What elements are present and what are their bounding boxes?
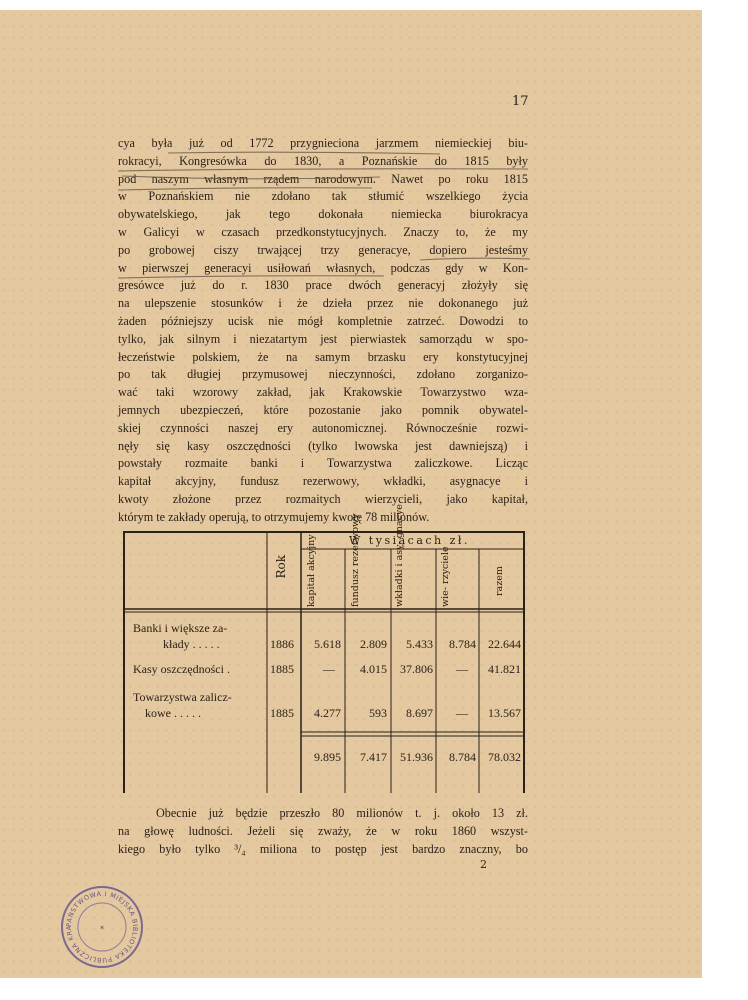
- page-number: 17: [512, 94, 529, 109]
- text-line: pod naszym własnym rządem narodowym. Nawet po roku 1815: [118, 171, 528, 186]
- library-stamp: [60, 885, 144, 969]
- svg-text:PAŃSTWOWA I MIEJSKA BIBLIOTEKA: PAŃSTWOWA I MIEJSKA BIBLIOTEKA PUBLICZNA KRA: [64, 889, 140, 965]
- text-line: po grobowej ciszy trwającej trzy generacye, dopiero jesteśmy: [118, 242, 528, 257]
- text-line: Obecnie już będzie przeszło 80 milionów t. j. około 13 zł.: [156, 806, 528, 820]
- text-line: nęły się kasy oszczędności (tylko lwowska jest dawniejszą) i: [118, 438, 528, 453]
- row-name: Banki i większe za-: [133, 621, 228, 635]
- total-cell: 51.936: [400, 750, 433, 764]
- table-cell: 593: [369, 706, 387, 720]
- row-year: 1886: [270, 637, 294, 651]
- text-line: w pierwszej generacyi usiłowań własnych, podczas gdy w Kon-: [118, 260, 528, 275]
- svg-text:✶: ✶: [99, 924, 105, 932]
- table-cell: 41.821: [488, 662, 521, 676]
- table-cell: 5.433: [406, 637, 433, 651]
- table-cell: 4.015: [360, 662, 387, 676]
- row-year: 1885: [270, 662, 294, 676]
- text-line: rokracyi, Kongresówka do 1830, a Poznańskie do 1815 były: [118, 153, 528, 168]
- header-col: kapitał akcyjny: [306, 534, 317, 607]
- row-name: Towarzystwa zalicz-: [133, 690, 232, 704]
- paragraph-closing: [118, 805, 528, 858]
- text-line: na głowę ludności. Jeżeli się zważy, że w roku 1860 wszyst-: [118, 823, 528, 838]
- row-year: 1885: [270, 706, 294, 720]
- row-name: kowe . . . . .: [145, 706, 201, 720]
- text-line: żaden późniejszy ucisk nie mógł kompletnie zatrzeć. Dowodzi to: [118, 313, 528, 328]
- table-cell: 5.618: [314, 637, 341, 651]
- text-line: kapitał akcyjny, fundusz rezerwowy, wkładki, asygnacye i: [118, 474, 528, 489]
- table-cell: 4.277: [314, 706, 341, 720]
- header-col: fundusz rezerwowy: [350, 513, 361, 607]
- table-cell: 37.806: [400, 662, 433, 676]
- table-cell: 13.567: [488, 706, 521, 720]
- sheet-signature-mark: 2: [480, 858, 487, 871]
- total-cell: 9.895: [314, 750, 341, 764]
- text-line: obywatelskiego, jak tego dokonała niemiecka biurokracya: [118, 207, 528, 222]
- header-col: wie- rzyciele: [440, 546, 451, 607]
- header-col: wkładki i asy- gnacye: [394, 504, 405, 607]
- header-group: W tysiącach zł.: [349, 534, 470, 547]
- table-cell: —: [456, 662, 468, 676]
- text-line: tylko, jak silnym i niezatartym jest pierwiastek samorządu w spo-: [118, 331, 528, 346]
- text-line: w Poznańskiem nie zdołano tak stłumić wszelkiego życia: [118, 189, 528, 204]
- table-cell: 22.644: [488, 637, 521, 651]
- text-line: łeczeństwie polskiem, że na samym brzasku ery konstytucyjnej: [118, 349, 528, 364]
- table-cell: —: [323, 662, 335, 676]
- table-cell: 8.697: [406, 706, 433, 720]
- table-cell: —: [456, 706, 468, 720]
- row-name: kłady . . . . .: [163, 637, 220, 651]
- text-line: jemnych ubezpieczeń, które pozostanie jako pomnik obywatel-: [118, 402, 528, 417]
- text-line: którym te zakłady operują, to otrzymujemy kwotę 78 milionów.: [118, 509, 430, 524]
- table-cell: 8.784: [449, 637, 476, 651]
- text-line: po tak długiej przymusowej nieczynności, zdołano zorganizo-: [118, 367, 528, 382]
- header-col: razem: [494, 566, 505, 596]
- total-cell: 78.032: [488, 750, 521, 764]
- table-cell: 2.809: [360, 637, 387, 651]
- text-line: powstały rozmaite banki i Towarzystwa zaliczkowe. Licząc: [118, 456, 528, 471]
- text-line: na ulepszenie stosunków i że dzieła przez nie dokonanego już: [118, 296, 528, 311]
- row-name: Kasy oszczędności .: [133, 662, 230, 676]
- stamp-seal-icon: [60, 885, 144, 969]
- text-line: skiej czynności naszej ery autonomicznej. Równocześnie rozwi-: [118, 420, 528, 435]
- total-cell: 7.417: [360, 750, 387, 764]
- book-page: [0, 10, 702, 978]
- header-year: Rok: [274, 555, 288, 579]
- text-line: cya była już od 1772 przygnieciona jarzmem niemieckiej biu-: [118, 136, 528, 150]
- text-line: gresówce już do r. 1830 prace dwóch generacyj złożyły się: [118, 278, 528, 293]
- total-cell: 8.784: [449, 750, 476, 764]
- text-line: wać taki wzorowy zakład, jak Krakowskie Towarzystwo wza-: [118, 385, 528, 400]
- text-line: kwoty złożone przez rozmaitych wierzycieli, jako kapitał,: [118, 491, 528, 506]
- text-line: w Galicyi w czasach przedkonstytucyjnych. Znaczy to, że my: [118, 224, 528, 239]
- text-line: kiego było tylko ³/₄ miliona to postęp jest bardzo znaczny, bo: [118, 841, 528, 856]
